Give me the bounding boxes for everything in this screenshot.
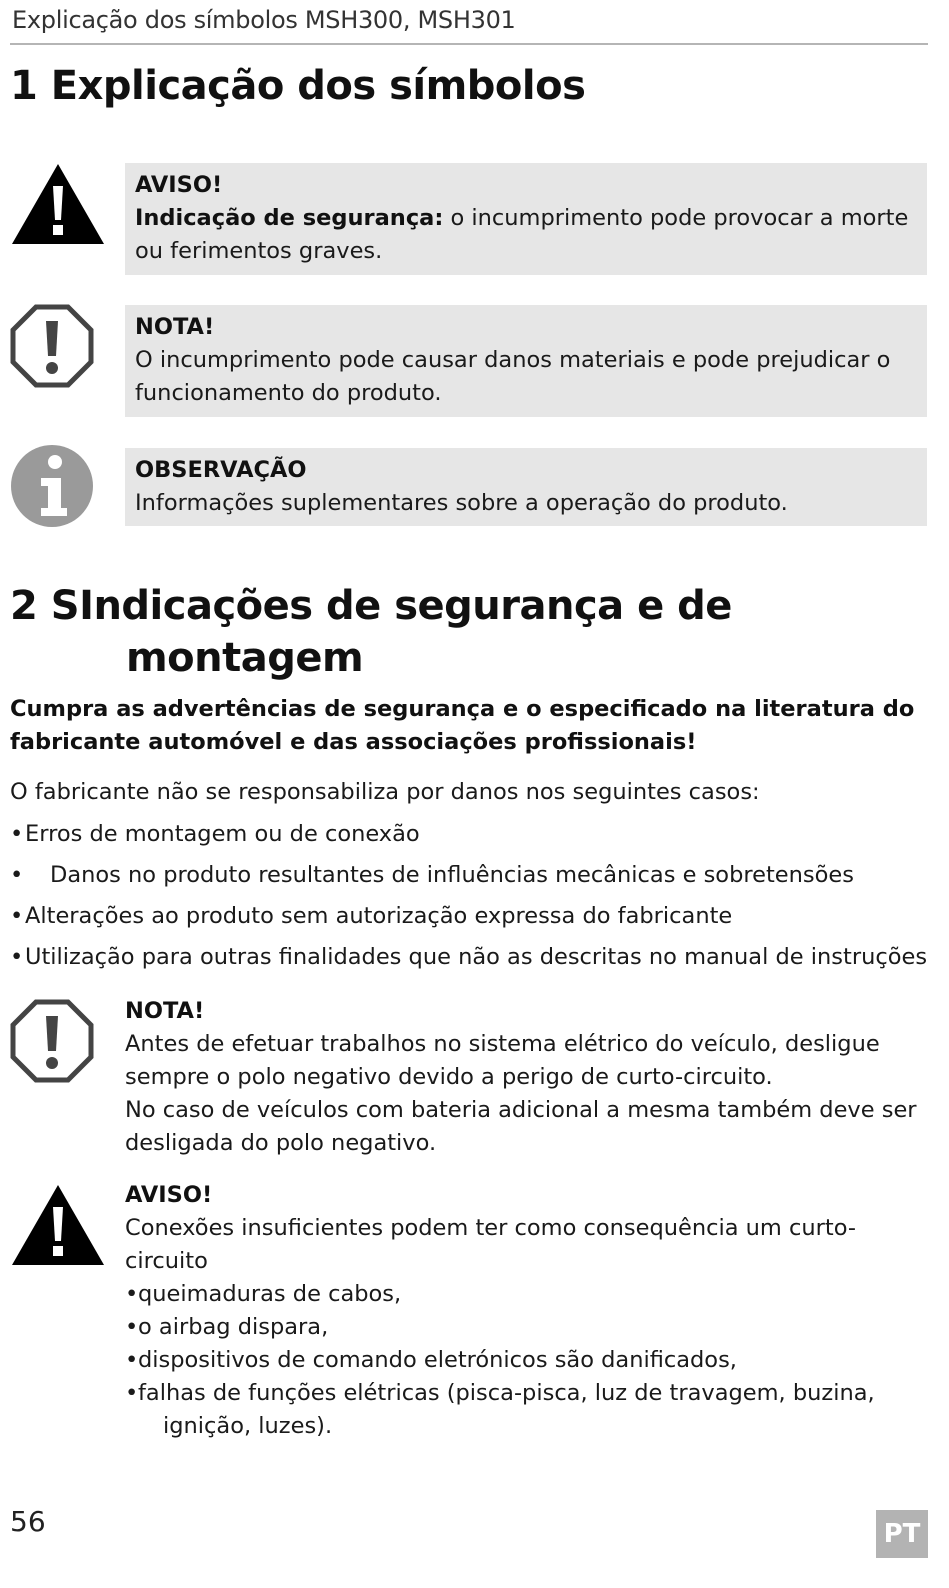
page-number: 56 [10, 1505, 46, 1538]
observacao-text: Informações suplementares sobre a operação do produto. [135, 490, 788, 516]
warning-triangle-icon [10, 1183, 106, 1267]
aviso-label: AVISO! [135, 172, 223, 198]
aviso-text: Conexões insuficientes podem ter como consequência um curto-circuito [125, 1215, 857, 1274]
aviso-box [125, 163, 927, 275]
list-item: •o airbag dispara, [125, 1311, 935, 1344]
info-circle-icon [10, 444, 94, 528]
observacao-box [125, 448, 927, 526]
list-item: •Erros de montagem ou de conexão [10, 818, 420, 851]
nota-label: NOTA! [125, 998, 205, 1024]
observacao-label: OBSERVAÇÃO [135, 457, 307, 483]
list-item-continuation: ignição, luzes). [163, 1413, 333, 1439]
safety-indication-label: Indicação de segurança: [135, 205, 444, 231]
aviso-connections-note [125, 1179, 935, 1443]
nota-label: NOTA! [135, 314, 215, 340]
section-1-title: 1 Explicação dos símbolos [10, 63, 586, 109]
aviso-text: o incumprimento pode provocar a morte ou ferimentos graves. [135, 205, 909, 264]
notice-octagon-icon [10, 999, 94, 1083]
bullet: • [125, 1281, 139, 1307]
notice-octagon-icon [10, 304, 94, 388]
nota-line: Antes de efetuar trabalhos no sistema elétrico do veículo, desligue [125, 1031, 880, 1057]
section-2-title [10, 580, 732, 684]
list-item: •queimaduras de cabos, [125, 1278, 935, 1311]
bullet: • [125, 1380, 139, 1406]
nota-text: O incumprimento pode causar danos materiais e pode prejudicar o funcionamento do produto. [135, 347, 891, 406]
bullet: • [10, 862, 24, 888]
bullet: • [10, 903, 24, 929]
running-header: Explicação dos símbolos MSH300, MSH301 [12, 6, 516, 34]
nota-line: desligada do polo negativo. [125, 1130, 437, 1156]
language-tab: PT [876, 1510, 928, 1558]
list-item: •falhas de funções elétricas (pisca-pisca, luz de travagem, buzina, [125, 1377, 935, 1410]
bullet: • [10, 821, 24, 847]
liability-intro: O fabricante não se responsabiliza por danos nos seguintes casos: [10, 779, 760, 805]
list-item: •Utilização para outras finalidades que não as descritas no manual de instruções [10, 941, 927, 974]
list-item: •Alterações ao produto sem autorização expressa do fabricante [10, 900, 732, 933]
bullet: • [125, 1347, 139, 1373]
safety-lead-paragraph: Cumpra as advertências de segurança e o especificado na literatura do fabricante automóvel e das associações profissionais! [10, 696, 915, 755]
bullet: • [125, 1314, 139, 1340]
nota-box [125, 305, 927, 417]
aviso-label: AVISO! [125, 1182, 213, 1208]
header-divider [10, 43, 928, 45]
list-item: •dispositivos de comando eletrónicos são danificados, [125, 1344, 935, 1377]
section-2-title-line-1: 2 SIndicações de segurança e de [10, 583, 732, 629]
nota-line: sempre o polo negativo devido a perigo de curto-circuito. [125, 1064, 773, 1090]
warning-triangle-icon [10, 162, 106, 246]
nota-line: No caso de veículos com bateria adicional a mesma também deve ser [125, 1097, 917, 1123]
section-2-title-line-2: montagem [126, 635, 364, 681]
bullet: • [10, 944, 24, 970]
list-item: • Danos no produto resultantes de influências mecânicas e sobretensões [10, 859, 854, 892]
nota-battery-note [125, 995, 935, 1160]
